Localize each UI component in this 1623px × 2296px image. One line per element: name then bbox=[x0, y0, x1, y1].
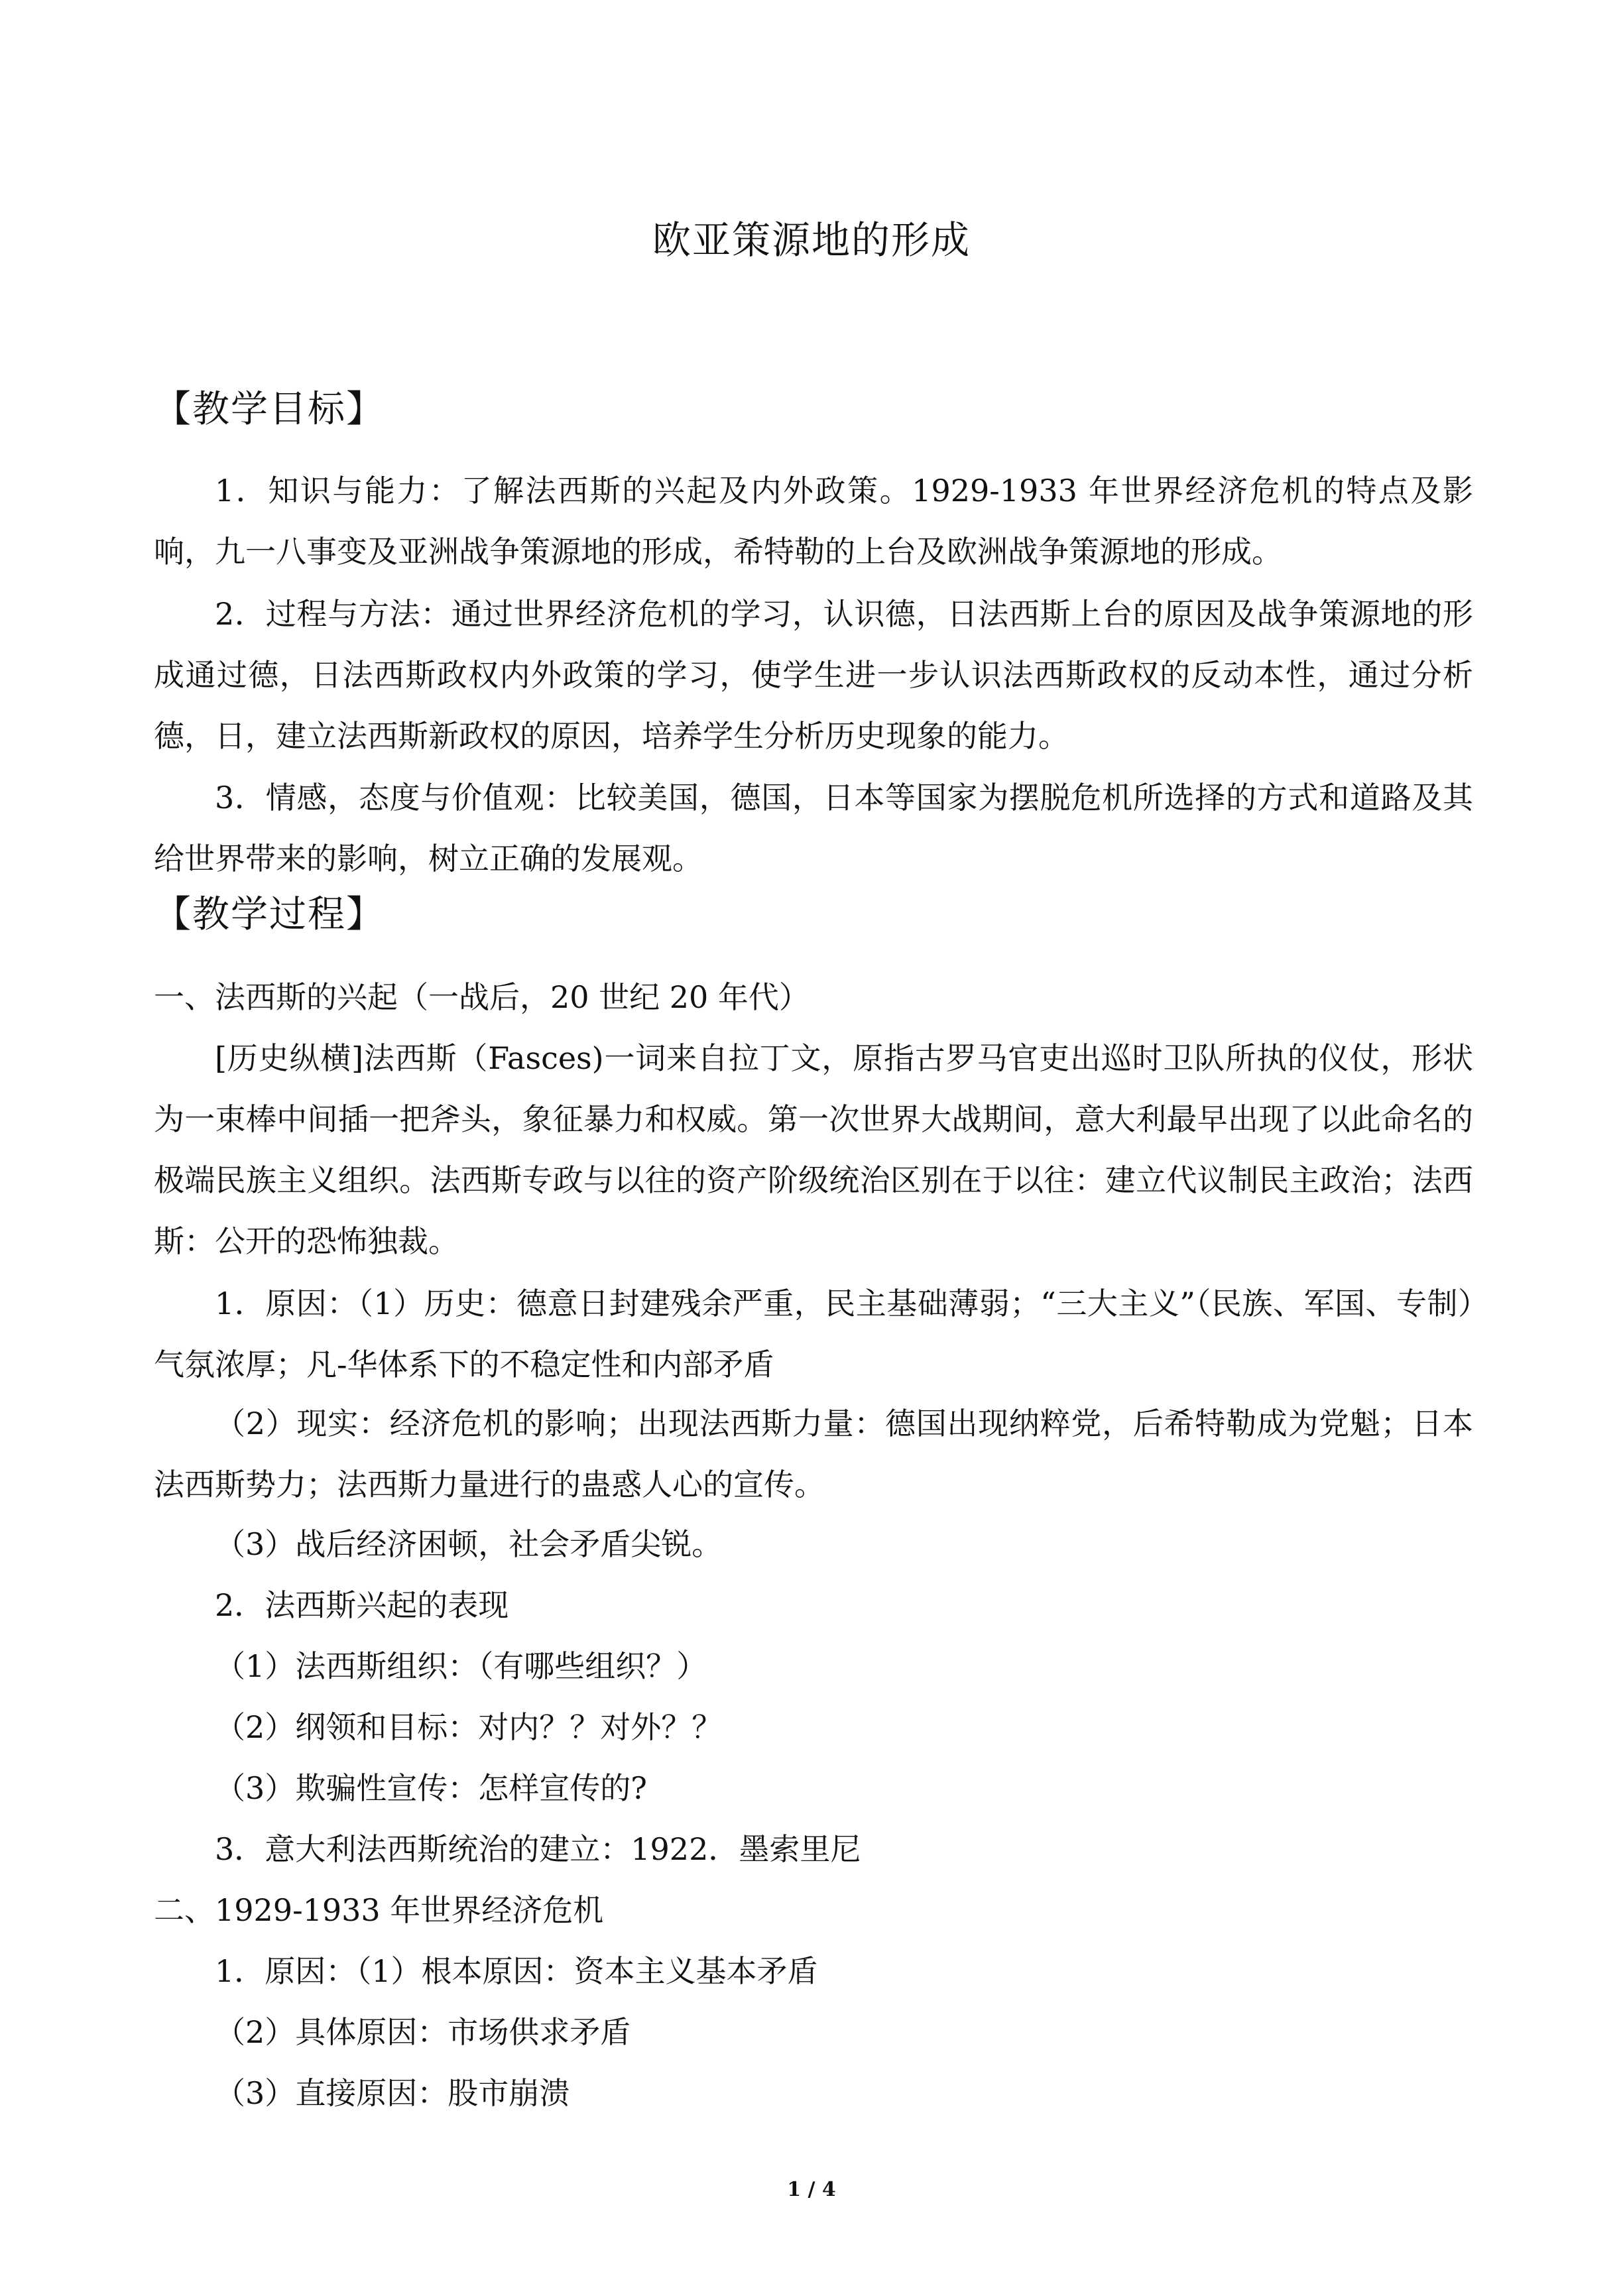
page-number: 1 / 4 bbox=[787, 2178, 836, 2201]
part2-heading: 二、1929-1933 年世界经济危机 bbox=[154, 1892, 604, 1928]
objective-knowledge-ability: 1．知识与能力：了解法西斯的兴起及内外政策。1929-1933 年世界经济危机的特点及影响，九一八事变及亚洲战争策源地的形成，希特勒的上台及欧洲战争策源地的形成。 bbox=[154, 473, 1473, 570]
section-heading-process: 【教学过程】 bbox=[154, 893, 385, 936]
part1-rise-propaganda: （3）欺骗性宣传：怎样宣传的? bbox=[215, 1770, 647, 1806]
section-heading-objectives: 【教学目标】 bbox=[154, 388, 385, 431]
part1-rise-heading: 2．法西斯兴起的表现 bbox=[215, 1587, 509, 1623]
part1-rise-program: （2）纲领和目标：对内？？对外？？ bbox=[215, 1709, 723, 1745]
part1-italy: 3．意大利法西斯统治的建立：1922．墨索里尼 bbox=[215, 1831, 861, 1867]
objective-process-method: 2．过程与方法：通过世界经济危机的学习，认识德，日法西斯上台的原因及战争策源地的形成通过德，日法西斯政权内外政策的学习，使学生进一步认识法西斯政权的反动本性，通过分析德，日，建立法西斯新政权的原因，培养学生分析历史现象的能力。 bbox=[154, 596, 1473, 754]
part1-history-note: [历史纵横]法西斯（Fasces)一词来自拉丁文，原指古罗马官吏出巡时卫队所执的仪仗，形状为一束棒中间插一把斧头，象征暴力和权威。第一次世界大战期间，意大利最早出现了以此命名的极端民族主义组织。法西斯专政与以往的资产阶级统治区别在于以往：建立代议制民主政治；法西斯：公开的恐怖独裁。 bbox=[154, 1040, 1473, 1259]
objective-emotion-values: 3．情感，态度与价值观：比较美国，德国，日本等国家为摆脱危机所选择的方式和道路及其给世界带来的影响，树立正确的发展观。 bbox=[154, 780, 1473, 876]
part1-rise-organization: （1）法西斯组织：（有哪些组织？） bbox=[215, 1648, 707, 1684]
part2-cause-fundamental: 1．原因：（1）根本原因：资本主义基本矛盾 bbox=[215, 1953, 818, 1989]
document-title: 欧亚策源地的形成 bbox=[652, 217, 971, 263]
part1-cause-economy: （3）战后经济困顿，社会矛盾尖锐。 bbox=[215, 1526, 723, 1562]
part1-heading: 一、法西斯的兴起（一战后，20 世纪 20 年代） bbox=[154, 979, 810, 1015]
part1-cause-reality: （2）现实：经济危机的影响；出现法西斯力量：德国出现纳粹党，后希特勒成为党魁；日本法西斯势力；法西斯力量进行的蛊惑人心的宣传。 bbox=[154, 1406, 1473, 1502]
part2-cause-direct: （3）直接原因：股市崩溃 bbox=[215, 2075, 570, 2111]
part2-cause-specific: （2）具体原因：市场供求矛盾 bbox=[215, 2014, 631, 2050]
part1-cause-history: 1．原因：（1）历史：德意日封建残余严重，民主基础薄弱；“三大主义”（民族、军国、专制）气氛浓厚；凡-华体系下的不稳定性和内部矛盾 bbox=[154, 1286, 1473, 1382]
